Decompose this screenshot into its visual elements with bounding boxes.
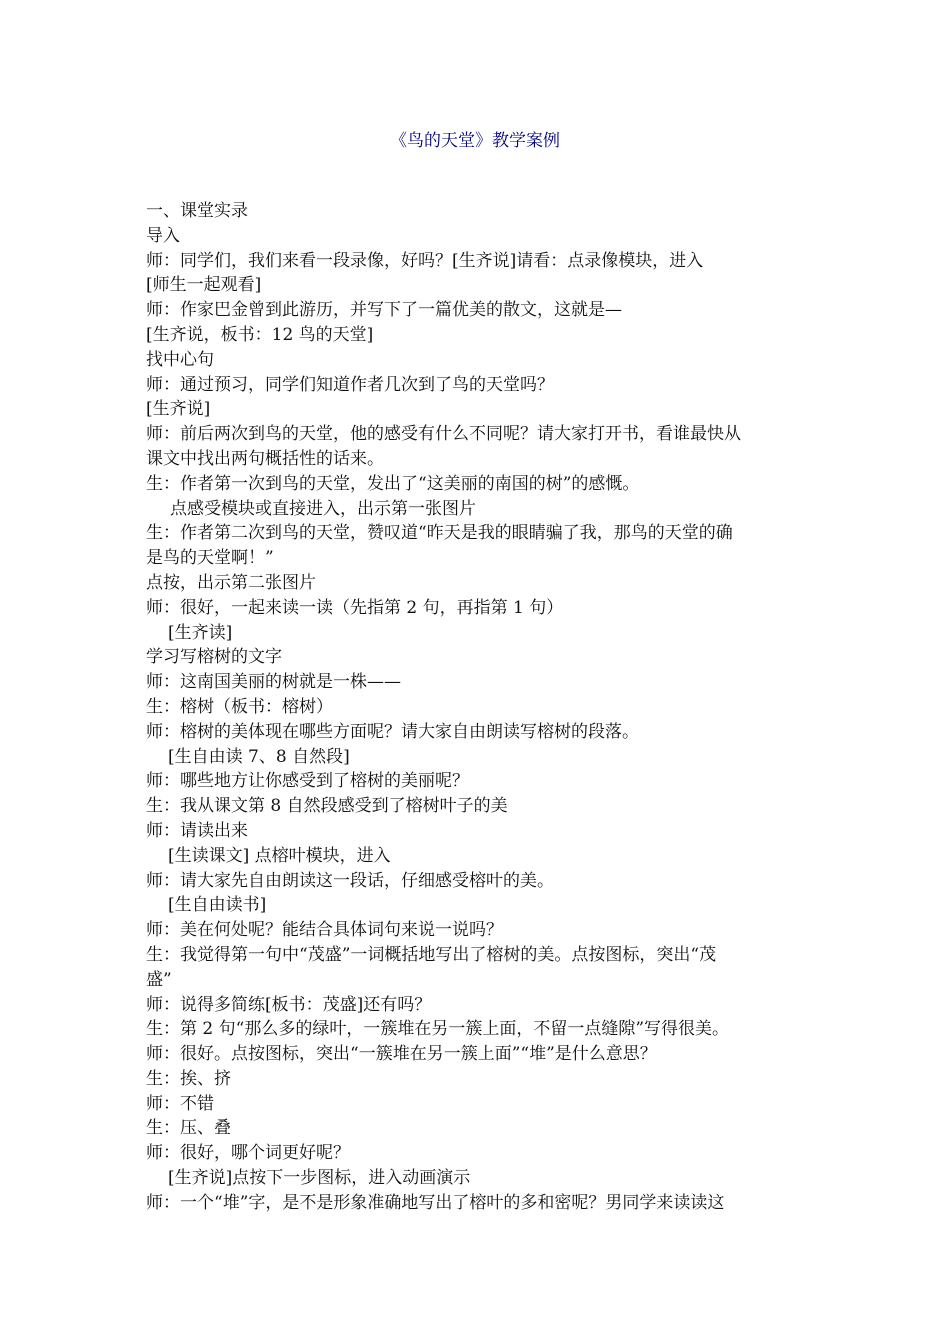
subheading-banyan: 学习写榕树的文字 <box>146 647 282 668</box>
paragraph-line: 师：很好，哪个词更好呢？ <box>146 1143 350 1164</box>
paragraph-line: 生：第 2 句“那么多的绿叶，一簇堆在另一簇上面，不留一点缝隙”写得很美。 <box>146 1019 730 1040</box>
paragraph-line: [师生一起观看] <box>146 275 262 296</box>
paragraph-line: 师：榕树的美体现在哪些方面呢？请大家自由朗读写榕树的段落。 <box>146 721 639 742</box>
paragraph-line: 师：同学们，我们来看一段录像，好吗？[生齐说]请看：点录像模块，进入 <box>146 250 704 271</box>
paragraph-line: 课文中找出两句概括性的话来。 <box>146 448 384 469</box>
paragraph-line: 师：通过预习，同学们知道作者几次到了鸟的天堂吗？ <box>146 374 554 395</box>
paragraph-line: 师：一个“堆”字，是不是形象准确地写出了榕叶的多和密呢？男同学来读读这 <box>146 1192 725 1213</box>
paragraph-line: 师：不错 <box>146 1093 214 1114</box>
paragraph-line: 师：很好，一起来读一读（先指第 2 句，再指第 1 句） <box>146 597 564 618</box>
paragraph-line: 师：前后两次到鸟的天堂，他的感受有什么不同呢？请大家打开书，看谁最快从 <box>146 424 741 445</box>
paragraph-line: 师：哪些地方让你感受到了榕树的美丽呢？ <box>146 771 469 792</box>
document-body <box>146 199 812 1216</box>
paragraph-line: [生齐说]点按下一步图标，进入动画演示 <box>168 1168 471 1189</box>
subheading-intro: 导入 <box>146 225 180 246</box>
paragraph-line: 师：说得多简练[板书：茂盛]还有吗？ <box>146 994 432 1015</box>
paragraph-line: [生齐说，板书：12 鸟的天堂] <box>146 324 374 345</box>
document-title: 《鸟的天堂》教学案例 <box>390 131 560 151</box>
paragraph-line: [生齐读] <box>168 622 233 643</box>
paragraph-line: 点按，出示第二张图片 <box>146 572 316 593</box>
paragraph-line: 生：我觉得第一句中“茂盛”一词概括地写出了榕树的美。点按图标，突出“茂 <box>146 944 717 965</box>
subheading-central-sentence: 找中心句 <box>146 349 214 370</box>
paragraph-line: 生：榕树（板书：榕树） <box>146 696 333 717</box>
paragraph-line: 生：压、叠 <box>146 1118 231 1139</box>
paragraph-line: 盛” <box>146 969 172 990</box>
paragraph-line: 师：这南国美丽的树就是一株—— <box>146 672 401 693</box>
paragraph-line: [生读课文] 点榕叶模块，进入 <box>168 845 391 866</box>
paragraph-line: 生：作者第二次到鸟的天堂，赞叹道“昨天是我的眼睛骗了我，那鸟的天堂的确 <box>146 523 733 544</box>
paragraph-line: 师：很好。点按图标，突出“一簇堆在另一簇上面”“堆”是什么意思？ <box>146 1044 657 1065</box>
paragraph-line: 师：美在何处呢？能结合具体词句来说一说吗？ <box>146 920 503 941</box>
paragraph-line: [生自由读 7、8 自然段] <box>168 746 350 767</box>
paragraph-line: 生：挨、挤 <box>146 1068 231 1089</box>
paragraph-line: 点感受模块或直接进入，出示第一张图片 <box>170 498 476 519</box>
paragraph-line: 师：请大家先自由朗读这一段话，仔细感受榕叶的美。 <box>146 870 554 891</box>
paragraph-line: [生自由读书] <box>168 895 267 916</box>
paragraph-line: 师：请读出来 <box>146 820 248 841</box>
paragraph-line: 生：我从课文第 8 自然段感受到了榕树叶子的美 <box>146 796 508 817</box>
section-heading: 一、课堂实录 <box>146 201 248 221</box>
paragraph-line: 师：作家巴金曾到此游历，并写下了一篇优美的散文，这就是— <box>146 300 622 321</box>
paragraph-line: 生：作者第一次到鸟的天堂，发出了“这美丽的南国的树”的感慨。 <box>146 473 640 494</box>
paragraph-line: 是鸟的天堂啊！” <box>146 548 274 569</box>
paragraph-line: [生齐说] <box>146 399 211 420</box>
